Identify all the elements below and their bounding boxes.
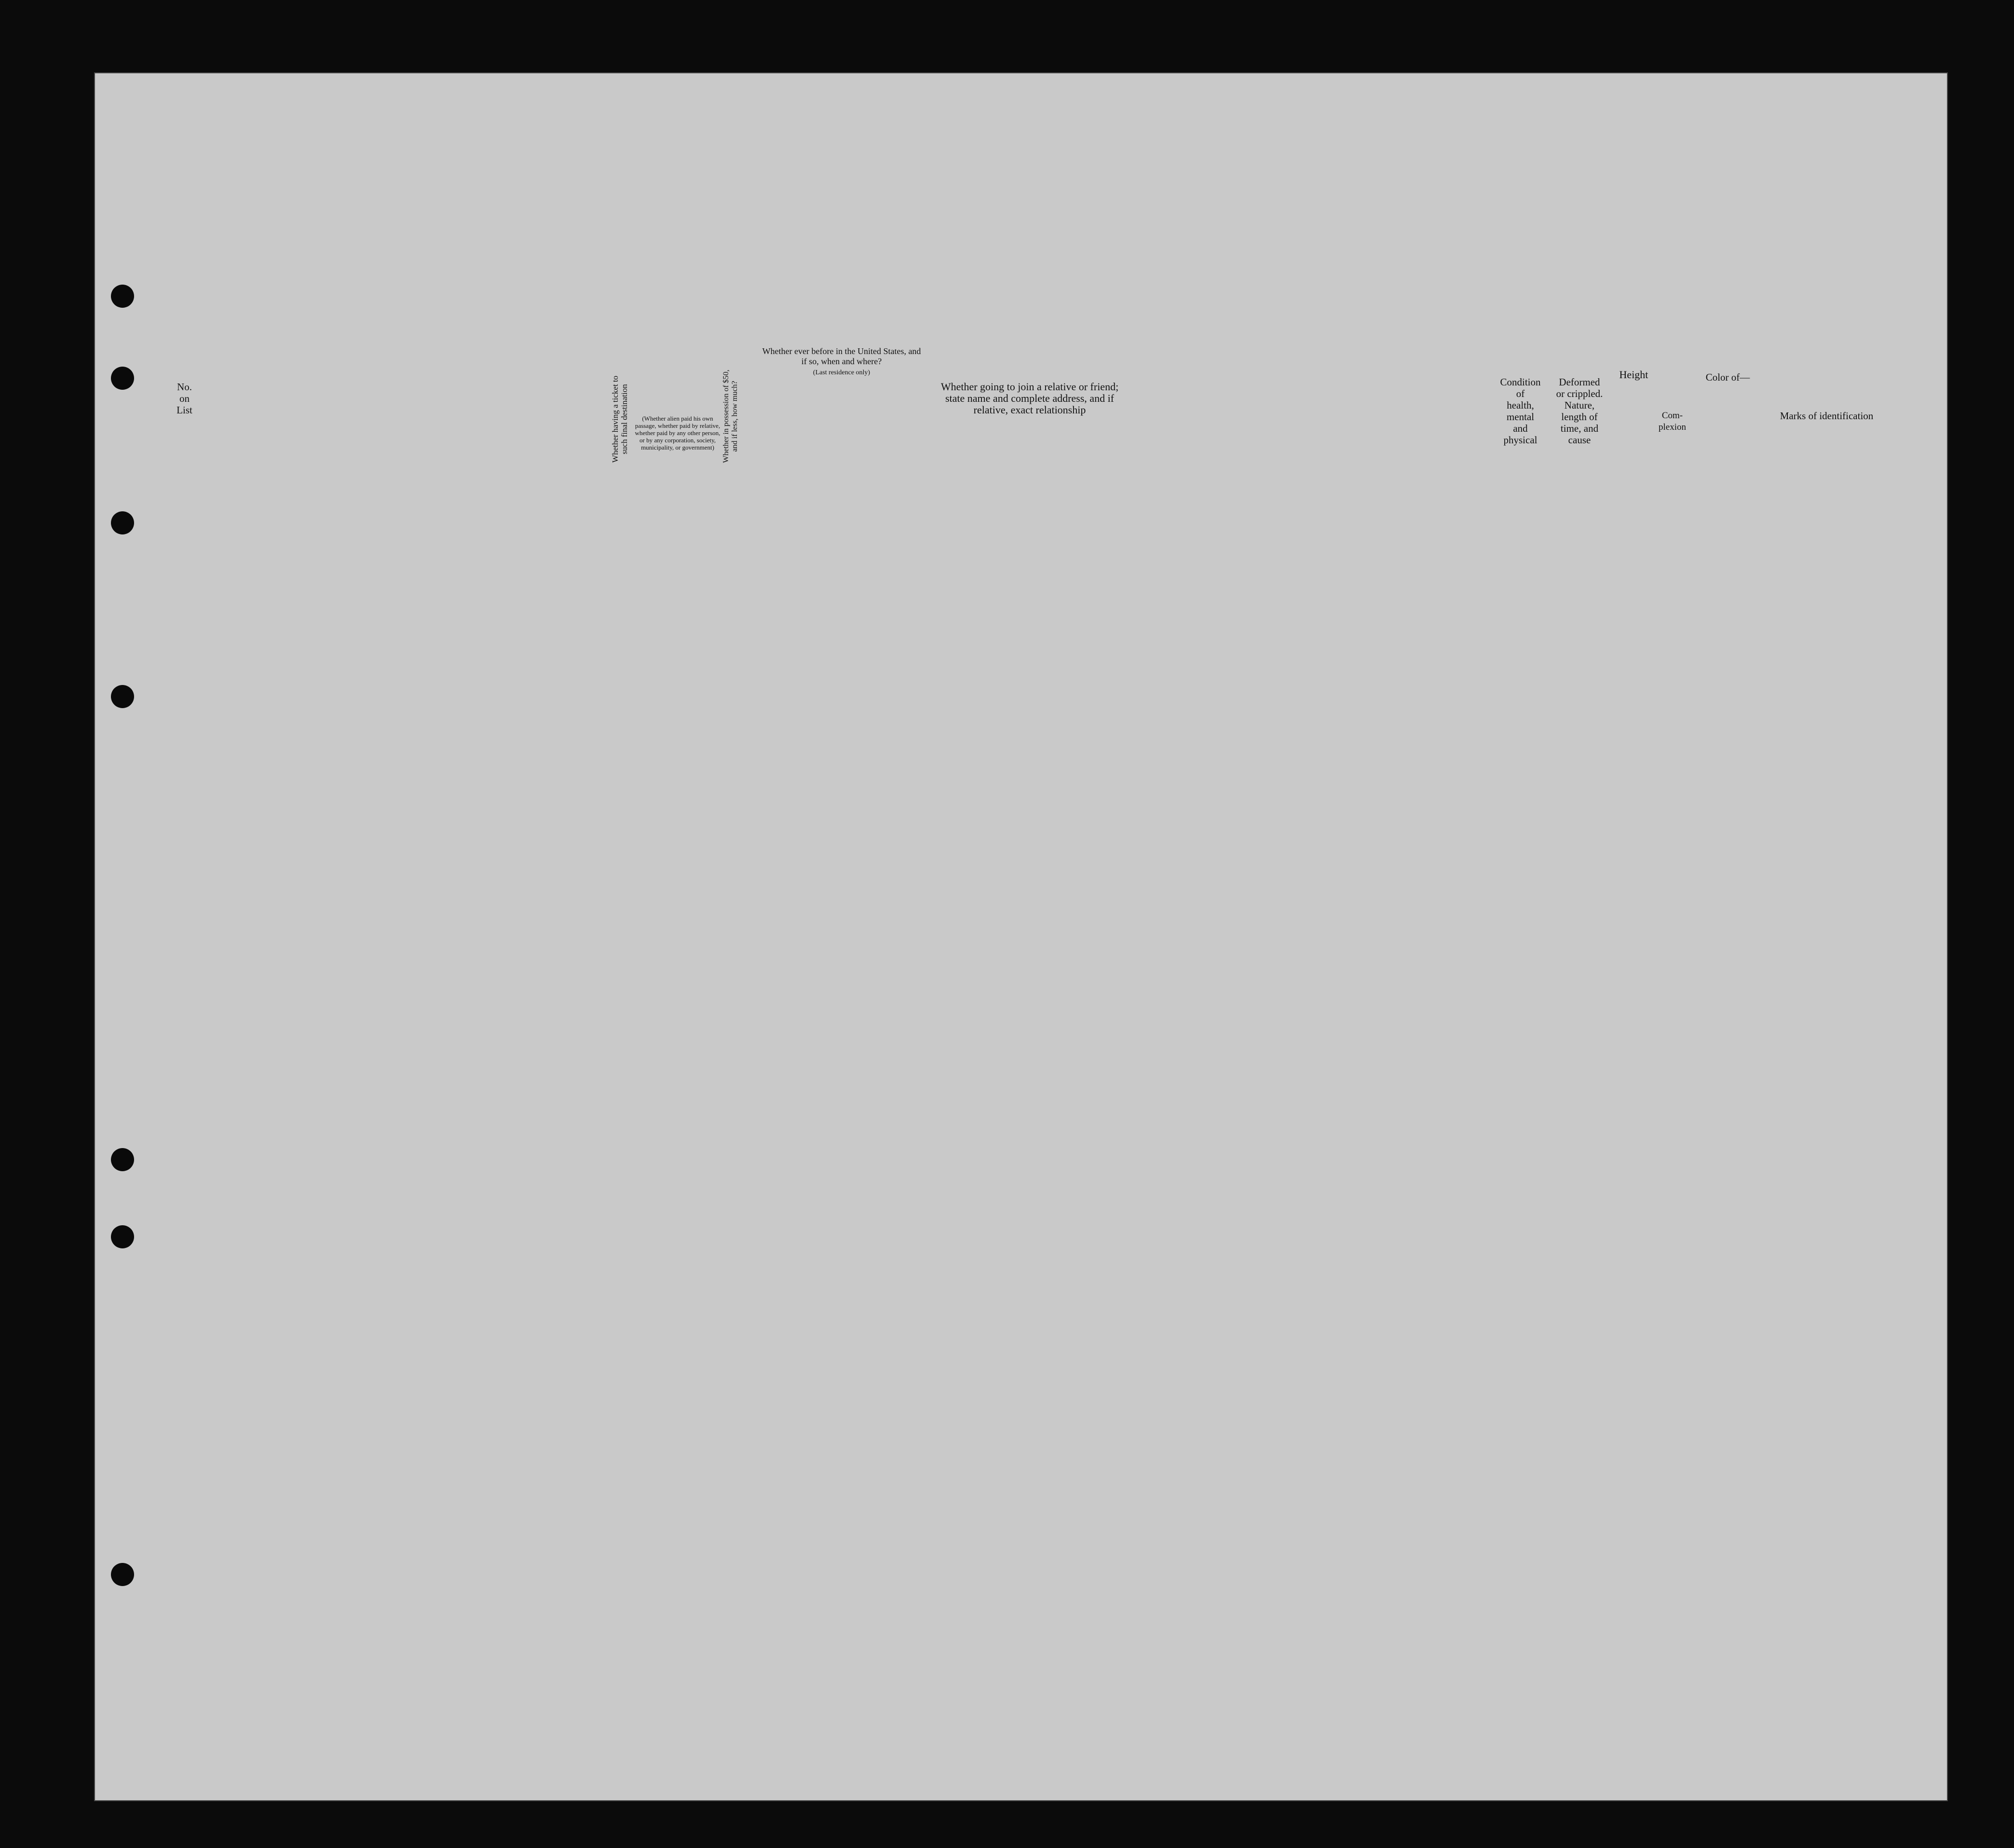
header-before-in-us: Whether ever before in the United States, and if so, when and where? (Last residence only) bbox=[762, 346, 921, 376]
header-health: Condition of health, mental and physical bbox=[1500, 376, 1541, 446]
header-height: Height bbox=[1619, 369, 1648, 381]
header-fifty-dollars: Whether in possession of $50, and if less, how much? bbox=[722, 370, 739, 463]
header-complexion: Com- plexion bbox=[1659, 411, 1686, 432]
header-deformed: Deformed or crippled. Nature, length of time, and cause bbox=[1556, 376, 1603, 446]
header-no-on-list: No. on List bbox=[177, 381, 192, 416]
header-ticket: Whether having a ticket to such final destination bbox=[611, 375, 629, 463]
header-passage-paid-note: (Whether alien paid his own passage, whether paid by relative, whether paid by any other person, or by any corporation, society, municipality, or government) bbox=[635, 415, 721, 451]
header-marks: Marks of identification bbox=[1780, 410, 1874, 422]
header-join-relative: Whether going to join a relative or friend; state name and complete address, and if relative, exact relationship bbox=[940, 381, 1119, 416]
header-color-of: Color of— bbox=[1705, 371, 1750, 383]
